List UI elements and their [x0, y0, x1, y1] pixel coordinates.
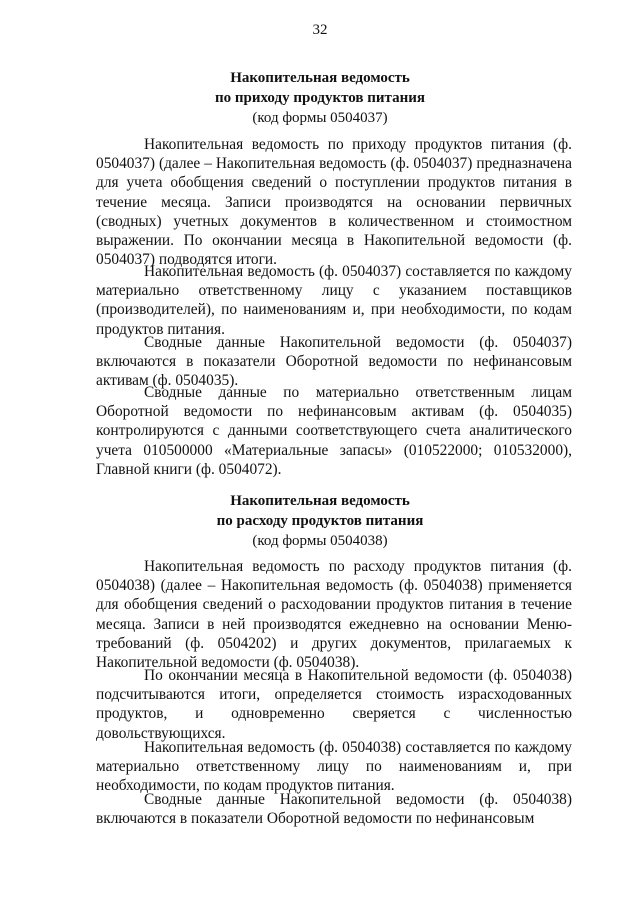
section2-paragraph-4: Сводные данные Накопительной ведомости (ф. 0504038) включаются в показатели Оборотной ведомости по нефинансовым	[96, 791, 572, 828]
section1-title-line2: по приходу продуктов питания	[214, 90, 426, 106]
section1-heading	[0, 68, 640, 128]
section2-paragraph-2: По окончании месяца в Накопительной ведомости (ф. 0504038) подсчитываются итоги, определяется стоимость израсходованных продуктов, и одновременно сверяется с численностью довольствующихся.	[96, 667, 572, 742]
section2-title-line1: Накопительная ведомость	[230, 493, 410, 509]
section2-paragraph-3: Накопительная ведомость (ф. 0504038) составляется по каждому материально ответственному лицу по наименованиям и, при необходимости, по кодам продуктов питания.	[96, 739, 572, 795]
section2-title-line2: по расходу продуктов питания	[216, 513, 424, 529]
section1-title-line1: Накопительная ведомость	[230, 70, 410, 86]
section1-paragraph-1: Накопительная ведомость по приходу продуктов питания (ф. 0504037) (далее – Накопительная ведомость (ф. 0504037) предназначена для учета обобщения сведений о поступлении продуктов питания в течение месяца. Записи производятся на основании первичных (сводных) учетных документов в количественном и стоимостном выражении. По окончании месяца в Накопительной ведомости (ф. 0504037) подводятся итоги.	[96, 136, 572, 269]
section1-paragraph-4: Сводные данные по материально ответственным лицам Оборотной ведомости по нефинансовым активам (ф. 0504035) контролируются с данными соответствующего счета аналитического учета 010500000 «Материальные запасы» (010522000; 010532000), Главной книги (ф. 0504072).	[96, 384, 572, 478]
section1-paragraph-2: Накопительная ведомость (ф. 0504037) составляется по каждому материально ответственному лицу с указанием поставщиков (производителей), по наименованиям и, при необходимости, по кодам продуктов питания.	[96, 263, 572, 338]
section1-paragraph-3: Сводные данные Накопительной ведомости (ф. 0504037) включаются в показатели Оборотной ведомости по нефинансовым активам (ф. 0504035).	[96, 334, 572, 390]
section2-heading	[0, 491, 640, 551]
page-number: 32	[312, 22, 328, 38]
section2-paragraph-1: Накопительная ведомость по расходу продуктов питания (ф. 0504038) (далее – Накопительная ведомость (ф. 0504038) применяется для обобщения сведений о расходовании продуктов питания в течение месяца. Записи в ней производятся ежедневно на основании Меню-требований (ф. 0504202) и других документов, прилагаемых к Накопительной ведомости (ф. 0504038).	[96, 558, 572, 672]
section2-form-code: (код формы 0504038)	[252, 533, 388, 549]
section1-form-code: (код формы 0504037)	[252, 110, 388, 126]
